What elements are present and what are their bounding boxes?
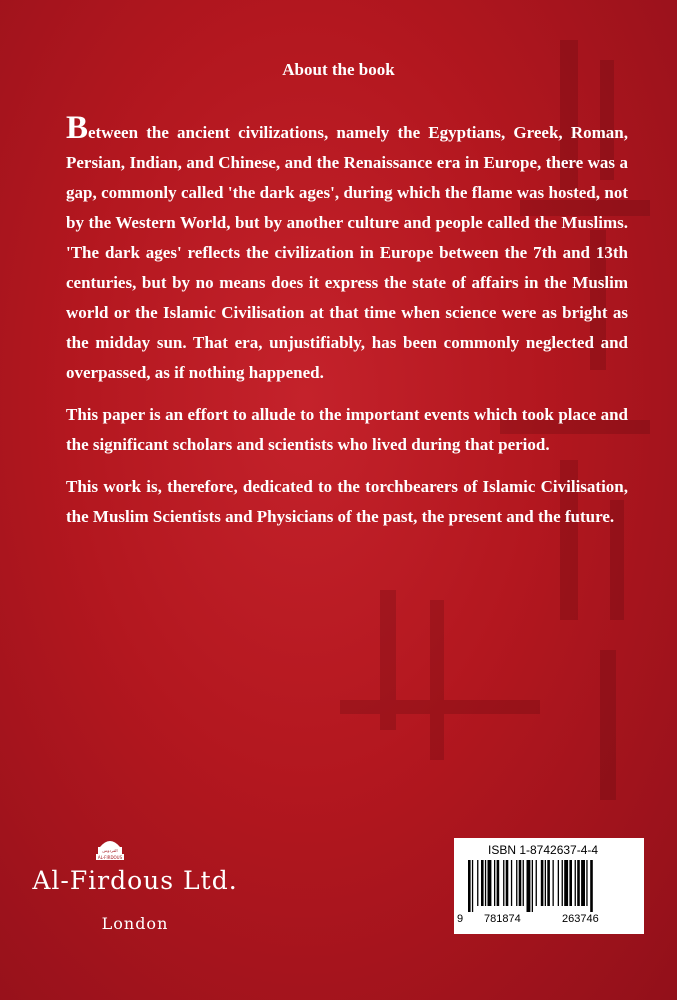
section-heading: About the book [282,60,395,79]
logo-text: AL-FIRDOUS [97,855,123,860]
barcode-bar [477,860,478,906]
barcode-bar [494,860,495,906]
barcode-bar [511,860,512,906]
barcode-bar [481,860,484,906]
barcode-bar [506,860,509,906]
barcode-bar [497,860,500,906]
paragraph-2: This paper is an effort to allude to the important events which took place and the significant scholars and scientists who lived during that period. [66,405,628,454]
barcode-bar [562,860,563,906]
paragraph-1-text: etween the ancient civilizations, namely the Egyptians, Greek, Roman, Persian, Indian, and Chinese, and the Renaissance era in Europe, there was a gap, commonly called 'the dark ages', during which the flame was hosted, not by the Western World, but by another culture and people called the Muslims. 'The dark ages' reflects the civilization in Europe between the 7th and 13th centuries, but by no means does it express the state of affairs in the Muslim world or the Islamic Civilisation at that time when science were as bright as the midday sun. That era, unjustifiably, has been commonly neglected and overpassed, as if nothing happened. [66,123,628,382]
barcode-bar [547,860,550,906]
barcode-bar [586,860,587,906]
isbn-number: ISBN 1-8742637-4-4 [488,843,599,857]
barcode-lead-digit: 9 [457,913,464,925]
barcode-bar [532,860,533,912]
barcode-bar [536,860,537,906]
barcode-bar [553,860,554,906]
barcode-bar [590,860,593,912]
barcode-bar [545,860,546,906]
barcode-left-digits: 781874 [484,913,521,925]
publisher-name: Al-Firdous Ltd. [32,866,238,895]
barcode-bar [468,860,471,912]
barcode-bar [569,860,572,906]
barcode-bar [519,860,522,906]
barcode-bar [523,860,524,906]
barcode-bar [503,860,504,906]
publisher-logo-icon [94,835,126,861]
drop-cap: B [66,110,89,146]
barcode-bar [577,860,580,906]
logo-arabic-text: الفردوس [102,848,118,853]
barcode-panel [454,838,644,934]
barcode-bars [468,860,632,912]
barcode-bar [527,860,531,912]
barcode-bar [516,860,517,906]
barcode-bar [564,860,568,906]
paragraph-1 [66,110,628,388]
barcode-bar [485,860,486,906]
barcode-right-digits: 263746 [562,913,599,925]
barcode-bar [488,860,492,906]
barcode-bar [575,860,576,906]
paragraph-3: This work is, therefore, dedicated to the torchbearers of Islamic Civilisation, the Muslim Scientists and Physicians of the past, the present and the future. [66,477,628,526]
barcode-bar [472,860,473,912]
book-description [66,110,628,544]
barcode-bar [581,860,585,906]
barcode-bar [558,860,559,906]
publisher-city: London [101,914,169,933]
barcode-bar [541,860,544,906]
